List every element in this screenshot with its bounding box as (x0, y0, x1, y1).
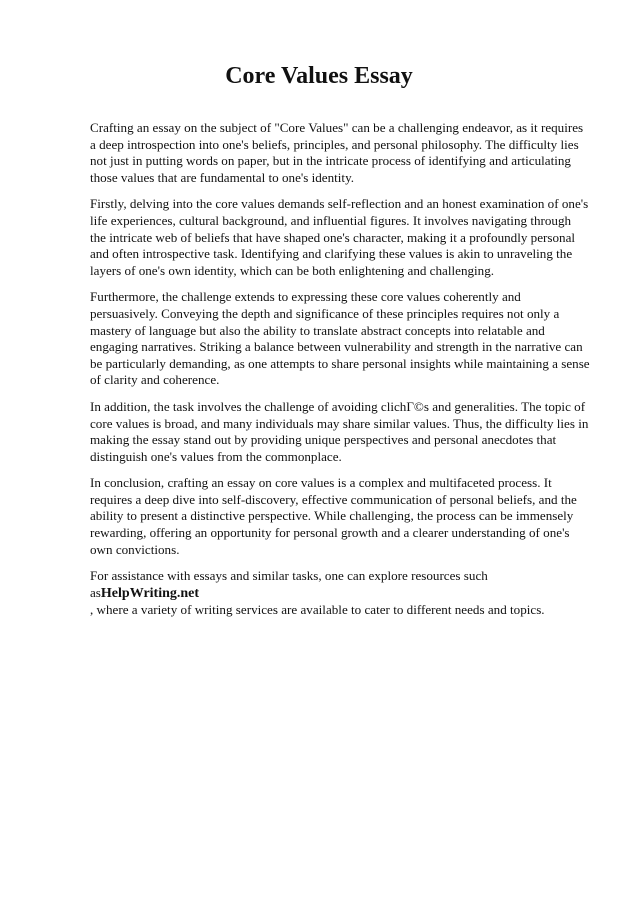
paragraph-in-addition: In addition, the task involves the challenge of avoiding clichΓ©s and generalities. The topic of core values is broad, and many individuals may share similar values. Thus, the difficulty lies in making the essay stand out by providing unique perspectives and personal anecdotes that distinguish one's values from the commonplace. (90, 398, 589, 464)
closing-text-before: For assistance with essays and similar tasks, one can explore resources such as (90, 568, 488, 600)
paragraph-intro: Crafting an essay on the subject of "Core Values" can be a challenging endeavor, as it requires a deep introspection into one's beliefs, principles, and personal philosophy. The difficulty lies not just in putting words on paper, but in the intricate process of identifying and articulating those values that are fundamental to one's identity. (90, 120, 584, 185)
paragraph-firstly: Firstly, delving into the core values demands self-reflection and an honest examination of one's life experiences, cultural background, and influential figures. It involves navigating through the intricate web of beliefs that have shaped one's character, making it a profoundly personal and often introspective task. Identifying and clarifying these values is akin to unraveling the layers of one's own identity, which can be both enlightening and challenging. (90, 196, 589, 278)
paragraph-furthermore: Furthermore, the challenge extends to expressing these core values coherently and persuasively. Conveying the depth and significance of these principles requires not only a mastery of language but also the ability to translate abstract concepts into relatable and engaging narratives. Striking a balance between vulnerability and strength in the narrative can be particularly demanding, as one attempts to share personal insights while maintaining a sense of clarity and coherence. (90, 289, 590, 388)
brand-link[interactable]: HelpWriting.net (100, 585, 200, 601)
document-title: Core Values Essay (225, 63, 413, 89)
paragraph-conclusion: In conclusion, crafting an essay on core values is a complex and multifaceted process. It requires a deep dive into self-discovery, effective communication of personal beliefs, and the ability to present a distinctive perspective. While challenging, the process can be immensely rewarding, offering an opportunity for personal growth and a clearer understanding of one's own convictions. (90, 475, 577, 557)
closing-text-after: , where a variety of writing services are available to cater to different needs and topics. (90, 602, 545, 618)
document-body (90, 120, 590, 629)
paragraph-closing (90, 568, 590, 619)
